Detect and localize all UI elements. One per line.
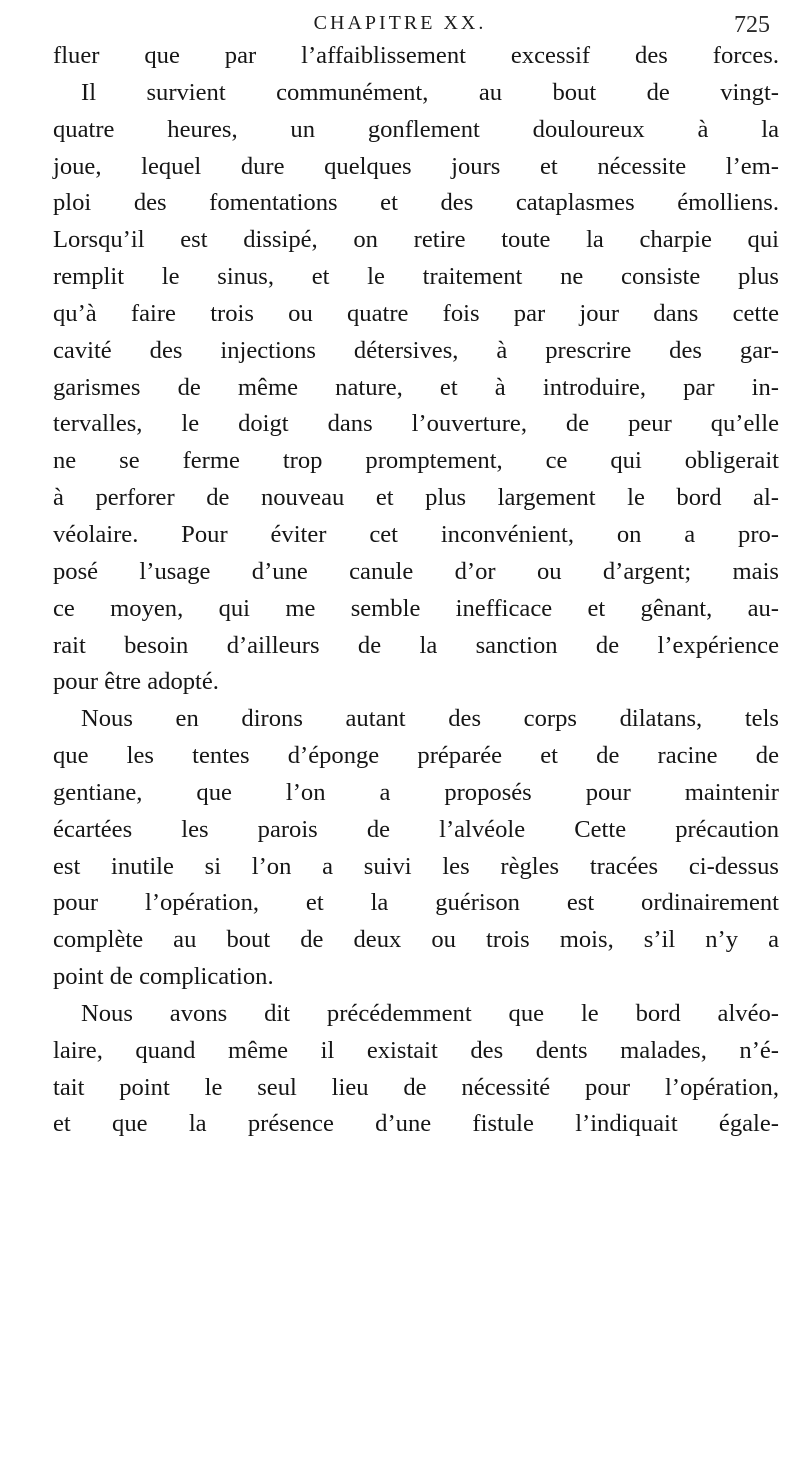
text-line: ploi des fomentations et des cataplasmes émolliens. [53, 189, 779, 217]
page-number: 725 [734, 12, 770, 38]
text-line: cavité des injections détersives, à prescrire des gar- [53, 336, 779, 364]
text-line: remplit le sinus, et le traitement ne consiste plus [53, 263, 779, 291]
text-line: Lorsqu’il est dissipé, on retire toute la charpie qui [53, 226, 779, 254]
text-line: posé l’usage d’une canule d’or ou d’argent; mais [53, 557, 779, 585]
text-line: que les tentes d’éponge préparée et de racine de [53, 742, 779, 770]
text-line: joue, lequel dure quelques jours et nécessite l’em- [53, 152, 779, 180]
body-text [53, 38, 779, 1143]
text-line: quatre heures, un gonflement douloureux à la [53, 115, 779, 143]
text-line: tait point le seul lieu de nécessité pour l’opération, [53, 1073, 779, 1101]
paragraph-end-line: point de complication. [53, 963, 274, 991]
text-line: qu’à faire trois ou quatre fois par jour dans cette [53, 299, 779, 327]
text-line: pour l’opération, et la guérison est ordinairement [53, 889, 779, 917]
text-line: à perforer de nouveau et plus largement le bord al- [53, 484, 779, 512]
text-line: Nous en dirons autant des corps dilatans, tels [81, 705, 779, 733]
text-line: complète au bout de deux ou trois mois, s’il n’y a [53, 926, 779, 954]
text-line: ce moyen, qui me semble inefficace et gênant, au- [53, 594, 779, 622]
text-line: Nous avons dit précédemment que le bord alvéo- [81, 999, 779, 1027]
text-line: garismes de même nature, et à introduire, par in- [53, 373, 779, 401]
text-line: fluer que par l’affaiblissement excessif des forces. [53, 42, 779, 69]
text-line: laire, quand même il existait des dents malades, n’é- [53, 1036, 779, 1064]
text-line: écartées les parois de l’alvéole Cette précaution [53, 815, 779, 843]
text-line: véolaire. Pour éviter cet inconvénient, on a pro- [53, 520, 779, 548]
paragraph-end-line: pour être adopté. [53, 668, 219, 696]
text-line: rait besoin d’ailleurs de la sanction de l’expérience [53, 631, 779, 659]
text-line: est inutile si l’on a suivi les règles tracées ci-dessus [53, 852, 779, 880]
text-line: gentiane, que l’on a proposés pour maintenir [53, 778, 779, 806]
text-line: ne se ferme trop promptement, ce qui obligerait [53, 447, 779, 475]
text-line: et que la présence d’une fistule l’indiquait égale- [53, 1110, 779, 1138]
text-line: Il survient communément, au bout de vingt- [81, 78, 779, 106]
text-line: tervalles, le doigt dans l’ouverture, de peur qu’elle [53, 410, 779, 438]
chapter-title: CHAPITRE XX. [313, 12, 487, 34]
